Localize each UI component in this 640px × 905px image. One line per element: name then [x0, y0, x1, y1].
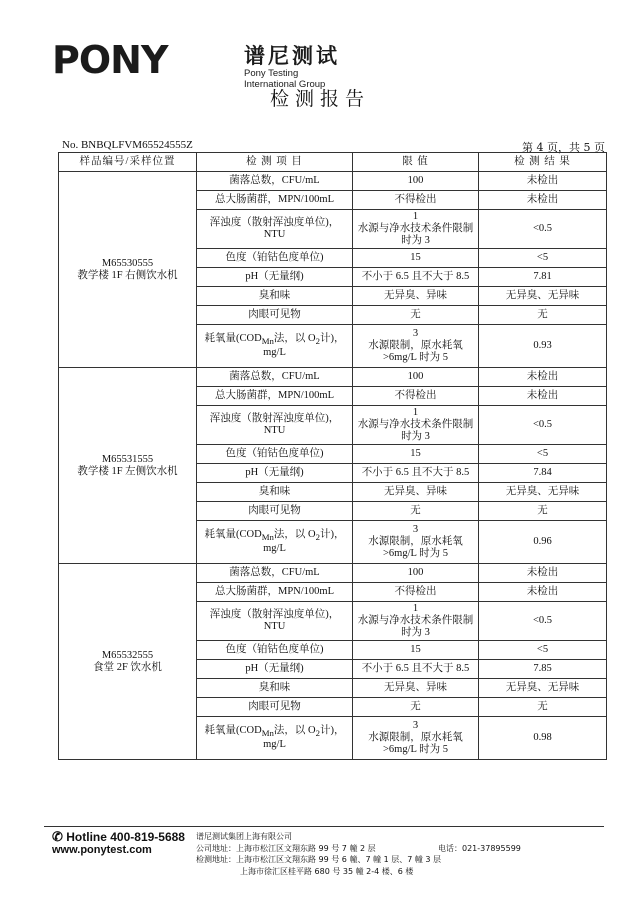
table-header-row [59, 153, 607, 172]
col-header-result: 检 测 结 果 [479, 153, 607, 172]
cod-mid: 法，以 O [273, 332, 316, 344]
limit-value: 不得检出 [353, 583, 479, 602]
test-item: 菌落总数，CFU/mL [197, 172, 353, 191]
sample-location: 食堂 2F 饮水机 [93, 661, 162, 673]
cod-label: 耗氧量(COD [204, 332, 262, 344]
result-value: <0.5 [479, 210, 607, 249]
test-item [197, 325, 353, 368]
result-value: 0.98 [479, 717, 607, 760]
sample-id: M65532555 [101, 649, 154, 661]
o2-subscript: 2 [315, 336, 320, 347]
limit-value: 无 [353, 502, 479, 521]
limit-value: 15 [353, 641, 479, 660]
result-value: 7.85 [479, 660, 607, 679]
test-item: pH（无量纲) [197, 268, 353, 287]
test-item: pH（无量纲) [197, 464, 353, 483]
test-item: 浑浊度（散射浑浊度单位)，NTU [197, 406, 353, 445]
sample-id: M65531555 [101, 453, 154, 465]
cod-subscript: Mn [261, 532, 274, 543]
limit-value: 无异臭、异味 [353, 287, 479, 306]
limit-value [353, 406, 479, 445]
results-body [59, 172, 607, 760]
cod-label: 耗氧量(COD [204, 528, 262, 540]
result-value: 无异臭、无异味 [479, 483, 607, 502]
footer-address-block [196, 831, 441, 877]
sample-location: 教学楼 1F 左侧饮水机 [77, 465, 178, 477]
o2-subscript: 2 [315, 728, 320, 739]
test-item [197, 717, 353, 760]
test-item: pH（无量纲) [197, 660, 353, 679]
limit-primary: 1 [412, 211, 419, 222]
limit-value: 不得检出 [353, 191, 479, 210]
col-header-limit: 限 值 [353, 153, 479, 172]
limit-value: 无异臭、异味 [353, 483, 479, 502]
test-item: 浑浊度（散射浑浊度单位)，NTU [197, 210, 353, 249]
limit-value [353, 717, 479, 760]
company-name: 谱尼测试集团上海有限公司 [196, 832, 292, 841]
test-item: 总大肠菌群，MPN/100mL [197, 387, 353, 406]
lab-address-2: 上海市徐汇区桂平路 680 号 35 幢 2-4 楼、6 楼 [240, 866, 414, 876]
limit-condition: 水源与净水技术条件限制时为 3 [357, 419, 474, 442]
limit-value [353, 210, 479, 249]
document-number: No. BNBQLFVM65524555Z [62, 139, 193, 151]
limit-primary: 3 [412, 720, 419, 731]
table-row [59, 564, 607, 583]
limit-value [353, 602, 479, 641]
test-item: 臭和味 [197, 679, 353, 698]
table-row [59, 368, 607, 387]
o2-subscript: 2 [315, 532, 320, 543]
limit-condition: 水源与净水技术条件限制时为 3 [357, 615, 474, 638]
cod-tail: 计)，mg/L [263, 528, 345, 555]
table-row [59, 172, 607, 191]
logo-chinese-name: 谱尼测试 [244, 44, 340, 68]
limit-primary: 1 [412, 407, 419, 418]
cod-mid: 法，以 O [273, 528, 316, 540]
result-value: 未检出 [479, 387, 607, 406]
result-value: <5 [479, 249, 607, 268]
test-item: 浑浊度（散射浑浊度单位)，NTU [197, 602, 353, 641]
test-item: 肉眼可见物 [197, 502, 353, 521]
result-value: 0.93 [479, 325, 607, 368]
report-title: 检测报告 [269, 88, 370, 110]
limit-condition: 水源限制，原水耗氧>6mg/L 时为 5 [368, 340, 463, 363]
result-value: <5 [479, 641, 607, 660]
cod-tail: 计)，mg/L [263, 332, 345, 359]
cod-mid: 法，以 O [273, 724, 316, 736]
test-item: 菌落总数，CFU/mL [197, 368, 353, 387]
sample-id: M65530555 [101, 257, 154, 269]
limit-value: 100 [353, 368, 479, 387]
limit-value: 100 [353, 172, 479, 191]
limit-value: 不小于 6.5 且不大于 8.5 [353, 268, 479, 287]
website-link[interactable]: www.ponytest.com [52, 844, 152, 856]
cod-subscript: Mn [261, 336, 274, 347]
sample-cell [59, 172, 197, 368]
col-header-item: 检 测 项 目 [197, 153, 353, 172]
limit-condition: 水源限制，原水耗氧>6mg/L 时为 5 [368, 536, 463, 559]
results-table [58, 152, 607, 760]
result-value: <5 [479, 445, 607, 464]
result-value: 未检出 [479, 368, 607, 387]
result-value: <0.5 [479, 602, 607, 641]
limit-condition: 水源限制，原水耗氧>6mg/L 时为 5 [368, 732, 463, 755]
result-value: 未检出 [479, 564, 607, 583]
test-item: 肉眼可见物 [197, 698, 353, 717]
limit-value: 无 [353, 698, 479, 717]
test-item [197, 521, 353, 564]
result-value: 无 [479, 502, 607, 521]
limit-value [353, 521, 479, 564]
limit-value [353, 325, 479, 368]
result-value: 无异臭、无异味 [479, 287, 607, 306]
cod-subscript: Mn [261, 728, 274, 739]
test-item: 色度（铂钴色度单位) [197, 445, 353, 464]
test-item: 肉眼可见物 [197, 306, 353, 325]
limit-value: 15 [353, 249, 479, 268]
test-item: 菌落总数，CFU/mL [197, 564, 353, 583]
cod-tail: 计)，mg/L [263, 724, 345, 751]
limit-primary: 3 [412, 328, 419, 339]
footer-phone: 电话：021-37895599 [438, 844, 521, 853]
result-value: 无异臭、无异味 [479, 679, 607, 698]
limit-value: 无异臭、异味 [353, 679, 479, 698]
result-value: 7.84 [479, 464, 607, 483]
hotline [52, 829, 185, 845]
limit-value: 不小于 6.5 且不大于 8.5 [353, 660, 479, 679]
test-item: 色度（铂钴色度单位) [197, 641, 353, 660]
result-value: 无 [479, 306, 607, 325]
logo-english-name: Pony Testing International Group [244, 68, 326, 90]
result-value: 7.81 [479, 268, 607, 287]
sample-cell [59, 564, 197, 760]
result-value: 未检出 [479, 172, 607, 191]
result-value: 0.96 [479, 521, 607, 564]
limit-primary: 1 [412, 603, 419, 614]
lab-address: 检测地址：上海市松江区文翔东路 99 号 6 幢、7 幢 1 层、7 幢 3 层 [196, 855, 442, 864]
logo-wordmark: PONY [52, 38, 168, 82]
result-value: 未检出 [479, 191, 607, 210]
limit-value: 15 [353, 445, 479, 464]
company-logo [52, 36, 352, 90]
page-number: 第 4 页，共 5 页 [522, 141, 605, 154]
sample-location: 教学楼 1F 右侧饮水机 [77, 269, 178, 281]
test-item: 总大肠菌群，MPN/100mL [197, 583, 353, 602]
limit-value: 不得检出 [353, 387, 479, 406]
hotline-text: Hotline 400-819-5688 [66, 830, 185, 844]
cod-label: 耗氧量(COD [204, 724, 262, 736]
test-item: 总大肠菌群，MPN/100mL [197, 191, 353, 210]
limit-primary: 3 [412, 524, 419, 535]
test-item: 色度（铂钴色度单位) [197, 249, 353, 268]
result-value: 无 [479, 698, 607, 717]
result-value: <0.5 [479, 406, 607, 445]
limit-value: 无 [353, 306, 479, 325]
sample-cell [59, 368, 197, 564]
test-item: 臭和味 [197, 483, 353, 502]
test-item: 臭和味 [197, 287, 353, 306]
limit-condition: 水源与净水技术条件限制时为 3 [357, 223, 474, 246]
col-header-sample: 样品编号/采样位置 [59, 153, 197, 172]
company-address: 公司地址：上海市松江区文翔东路 99 号 7 幢 2 层 [196, 843, 376, 853]
limit-value: 不小于 6.5 且不大于 8.5 [353, 464, 479, 483]
footer-divider [44, 826, 604, 827]
result-value: 未检出 [479, 583, 607, 602]
limit-value: 100 [353, 564, 479, 583]
phone-icon: ✆ [52, 829, 63, 844]
